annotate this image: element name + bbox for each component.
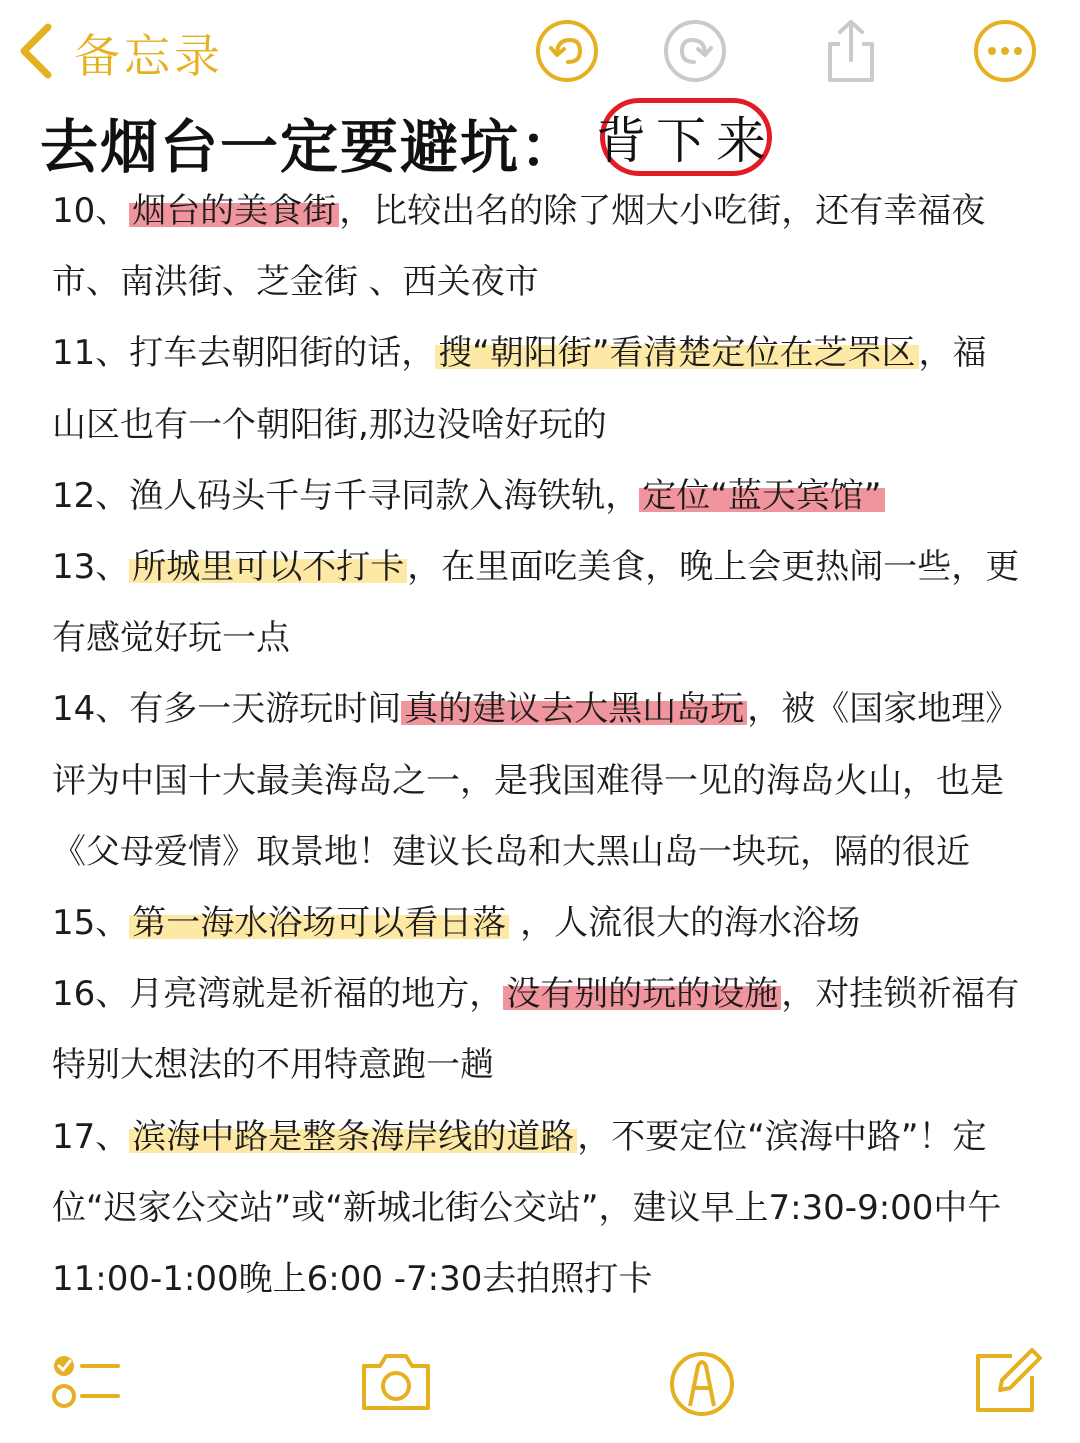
line-text: ，人流很大的海水浴场 — [509, 903, 861, 943]
note-line — [52, 1040, 494, 1090]
line-text: 市、南洪街、芝金街 、西关夜市 — [52, 262, 539, 302]
line-text: 特别大想法的不用特意跑一趟 — [52, 1045, 494, 1085]
highlight-yellow-text: 所城里可以不打卡 — [129, 547, 407, 587]
line-text: 11:00-1:00晚上6:00 -7:30去拍照打卡 — [52, 1259, 653, 1299]
undo-icon[interactable] — [534, 18, 600, 84]
back-button[interactable] — [14, 18, 224, 88]
line-text: 11、打车去朝阳街的话， — [52, 333, 436, 373]
line-text: ，不要定位“滨海中路”！定 — [577, 1117, 987, 1157]
line-text: ，在里面吃美食，晚上会更热闹一些，更 — [407, 547, 1020, 587]
note-line — [52, 542, 1019, 592]
checklist-icon[interactable] — [46, 1340, 126, 1420]
note-line — [52, 1112, 987, 1162]
share-icon[interactable] — [818, 18, 884, 84]
line-text: ，比较出名的除了烟大小吃街，还有幸福夜 — [339, 191, 986, 231]
note-line — [52, 613, 290, 663]
note-line — [52, 684, 1019, 734]
note-line — [52, 328, 987, 378]
line-text: 有感觉好玩一点 — [52, 618, 290, 658]
line-text: ，福 — [918, 333, 987, 373]
line-text: 山区也有一个朝阳街,那边没啥好玩的 — [52, 405, 607, 445]
highlight-red-text: 没有别的玩的设施 — [503, 974, 781, 1014]
note-title: 去烟台一定要避坑： — [40, 113, 581, 181]
highlight-yellow-text: 搜“朝阳街”看清楚定位在芝罘区 — [435, 333, 918, 373]
stamp-text: 背下来 — [596, 112, 776, 170]
markup-icon[interactable] — [662, 1340, 742, 1420]
redo-icon[interactable] — [662, 18, 728, 84]
line-text: 评为中国十大最美海岛之一，是我国难得一见的海岛火山，也是 — [52, 761, 1004, 801]
chevron-left-icon — [14, 21, 58, 85]
top-navigation-bar — [0, 0, 1080, 104]
note-line — [52, 969, 1019, 1019]
handwritten-stamp — [596, 98, 776, 176]
line-text: ，对挂锁祈福有 — [781, 974, 1020, 1014]
note-line — [52, 756, 1004, 806]
highlight-red-text: 定位“蓝天宾馆” — [639, 476, 884, 516]
line-text: 10、 — [52, 191, 130, 231]
note-line — [52, 1183, 1001, 1233]
line-text: 17、 — [52, 1117, 130, 1157]
camera-icon[interactable] — [356, 1340, 436, 1420]
highlight-red-text: 烟台的美食街 — [129, 191, 339, 231]
more-icon[interactable] — [972, 18, 1038, 84]
line-text: 12、渔人码头千与千寻同款入海铁轨， — [52, 476, 640, 516]
line-text: ，被《国家地理》 — [747, 689, 1020, 729]
highlight-yellow-text: 滨海中路是整条海岸线的道路 — [129, 1117, 577, 1157]
line-text: 《父母爱情》取景地！建议长岛和大黑山岛一块玩，隔的很近 — [52, 832, 970, 872]
highlight-yellow-text: 第一海水浴场可以看日落 — [129, 903, 509, 943]
note-line — [52, 186, 985, 236]
line-text: 位“迟家公交站”或“新城北街公交站”，建议早上7:30-9:00中午 — [52, 1188, 1002, 1228]
line-text: 16、月亮湾就是祈福的地方， — [52, 974, 504, 1014]
line-text: 13、 — [52, 547, 130, 587]
note-line — [52, 827, 970, 877]
note-line — [52, 257, 539, 307]
back-label: 备忘录 — [74, 29, 224, 83]
note-line — [52, 898, 860, 948]
compose-icon[interactable] — [966, 1340, 1046, 1420]
highlight-red-text: 真的建议去大黑山岛玩 — [401, 689, 747, 729]
line-text: 14、有多一天游玩时间 — [52, 689, 402, 729]
note-title-row — [40, 100, 580, 184]
bottom-toolbar — [0, 1330, 1080, 1430]
note-line — [52, 471, 885, 521]
note-line — [52, 1254, 652, 1304]
line-text: 15、 — [52, 903, 130, 943]
note-line — [52, 400, 607, 450]
